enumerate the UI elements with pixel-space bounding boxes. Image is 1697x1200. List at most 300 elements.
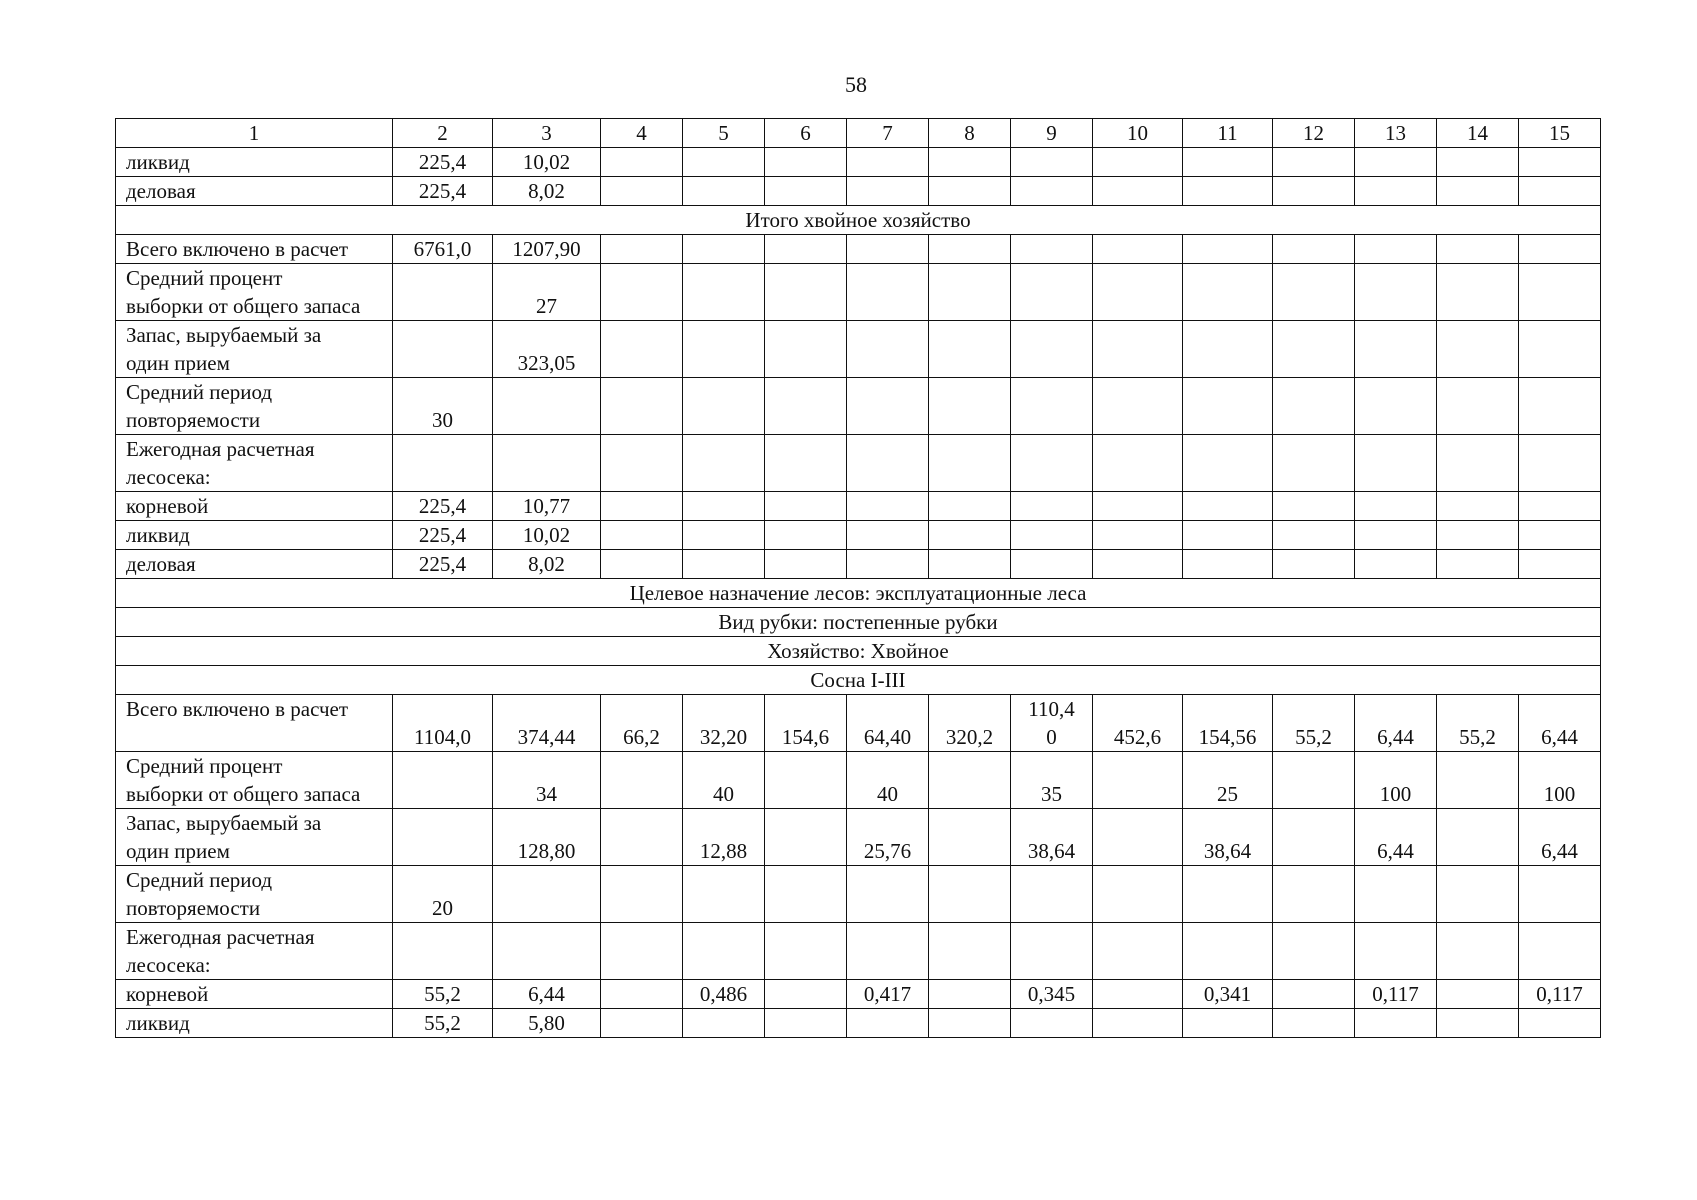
value-cell: [1183, 923, 1273, 980]
row-label-cell: [116, 923, 393, 980]
value-cell: 10,02: [493, 148, 601, 177]
value-cell: [601, 550, 683, 579]
value-cell: [929, 752, 1011, 809]
table-row: [116, 378, 1601, 435]
value-cell: [1273, 435, 1355, 492]
column-number-cell: 9: [1011, 119, 1093, 148]
value-cell: 10,77: [493, 492, 601, 521]
value-cell: 38,64: [1183, 809, 1273, 866]
row-label-cell: [116, 521, 393, 550]
value-cell: [1011, 148, 1093, 177]
value-cell: [929, 264, 1011, 321]
column-number-cell: 1: [116, 119, 393, 148]
row-label-line: лесосека:: [126, 953, 211, 977]
value-cell: [1519, 177, 1601, 206]
value-cell: [601, 378, 683, 435]
table-row: [116, 752, 1601, 809]
value-cell: [601, 435, 683, 492]
value-cell: [393, 264, 493, 321]
table-row: [116, 866, 1601, 923]
value-cell: [929, 866, 1011, 923]
row-label-line: ликвид: [126, 523, 190, 547]
value-cell: [683, 378, 765, 435]
value-cell: [1093, 264, 1183, 321]
value-cell: [1183, 378, 1273, 435]
value-cell: [1273, 1009, 1355, 1038]
value-cell: [1355, 866, 1437, 923]
value-cell: [929, 980, 1011, 1009]
value-cell: [1355, 521, 1437, 550]
value-cell: [1355, 923, 1437, 980]
value-cell: [1011, 695, 1093, 752]
value-cell: [493, 923, 601, 980]
table-row: [116, 809, 1601, 866]
table-row: [116, 695, 1601, 752]
row-label-line: Средний период: [126, 380, 273, 404]
row-label-cell: [116, 695, 393, 752]
value-cell: [1011, 177, 1093, 206]
column-number-cell: 2: [393, 119, 493, 148]
column-number-cell: 4: [601, 119, 683, 148]
value-cell: [765, 866, 847, 923]
value-cell: [1437, 980, 1519, 1009]
value-cell: 55,2: [393, 1009, 493, 1038]
value-cell: [601, 521, 683, 550]
value-cell: [1093, 321, 1183, 378]
table-row: [116, 177, 1601, 206]
row-label-line: Средний процент: [126, 266, 283, 290]
value-cell: [683, 1009, 765, 1038]
value-cell: [1273, 235, 1355, 264]
value-cell: [1011, 1009, 1093, 1038]
row-label-line: корневой: [126, 982, 209, 1006]
value-cell: 55,2: [1437, 695, 1519, 752]
section-heading: Вид рубки: постепенные рубки: [116, 608, 1601, 637]
value-cell: [765, 264, 847, 321]
value-cell: [1093, 235, 1183, 264]
value-cell: [1093, 752, 1183, 809]
value-cell: 10,02: [493, 521, 601, 550]
value-cell: [765, 1009, 847, 1038]
value-cell: [1183, 321, 1273, 378]
value-cell: 0,345: [1011, 980, 1093, 1009]
table-row: [116, 435, 1601, 492]
column-number-cell: 12: [1273, 119, 1355, 148]
value-cell: 128,80: [493, 809, 601, 866]
value-cell: [683, 492, 765, 521]
value-cell: [1093, 435, 1183, 492]
value-cell: [1437, 235, 1519, 264]
value-cell: [1183, 435, 1273, 492]
value-cell: [765, 809, 847, 866]
table-row: [116, 264, 1601, 321]
value-cell: 25,76: [847, 809, 929, 866]
value-cell: [1093, 1009, 1183, 1038]
value-cell: 35: [1011, 752, 1093, 809]
row-label-cell: [116, 550, 393, 579]
value-cell: [1437, 550, 1519, 579]
value-cell: [1437, 521, 1519, 550]
value-cell: [765, 177, 847, 206]
column-number-cell: 10: [1093, 119, 1183, 148]
value-cell: 6,44: [493, 980, 601, 1009]
row-label-line: один прием: [126, 839, 230, 863]
value-cell: [1093, 923, 1183, 980]
value-cell: [1437, 435, 1519, 492]
value-cell: 225,4: [393, 550, 493, 579]
table-row: [116, 492, 1601, 521]
value-cell: [1273, 378, 1355, 435]
value-cell: [1093, 177, 1183, 206]
row-label-cell: ликвид: [116, 148, 393, 177]
value-cell: [1093, 809, 1183, 866]
table-row: [116, 980, 1601, 1009]
value-cell: 27: [493, 264, 601, 321]
value-cell: [683, 923, 765, 980]
value-cell: [1093, 492, 1183, 521]
value-cell: [1093, 378, 1183, 435]
column-number-cell: 8: [929, 119, 1011, 148]
value-cell: [847, 148, 929, 177]
value-cell: [683, 235, 765, 264]
value-cell: [1355, 235, 1437, 264]
value-cell: [929, 177, 1011, 206]
value-cell: [1355, 264, 1437, 321]
value-cell: [1355, 321, 1437, 378]
value-cell: [601, 148, 683, 177]
value-cell: 225,4: [393, 148, 493, 177]
value-cell: [393, 923, 493, 980]
value-cell: [765, 980, 847, 1009]
value-cell: 154,56: [1183, 695, 1273, 752]
row-label-line: корневой: [126, 494, 209, 518]
value-cell: [1437, 809, 1519, 866]
value-cell: [847, 1009, 929, 1038]
value-cell: [1183, 148, 1273, 177]
value-cell: [1183, 866, 1273, 923]
value-cell: 30: [393, 378, 493, 435]
column-number-cell: 3: [493, 119, 601, 148]
value-cell: 8,02: [493, 177, 601, 206]
row-label-line: повторяемости: [126, 408, 261, 432]
row-label-line: Ежегодная расчетная: [126, 437, 315, 461]
value-cell: [1519, 235, 1601, 264]
value-cell: [1519, 866, 1601, 923]
value-cell: [847, 492, 929, 521]
value-cell: 0,486: [683, 980, 765, 1009]
value-cell: [393, 809, 493, 866]
page-number: 58: [845, 72, 867, 97]
row-label-cell: [116, 866, 393, 923]
value-cell: [1437, 1009, 1519, 1038]
value-cell: [601, 321, 683, 378]
value-cell: [601, 1009, 683, 1038]
value-cell: [1355, 435, 1437, 492]
value-cell: [1183, 264, 1273, 321]
table-row: [116, 321, 1601, 378]
value-cell: [601, 752, 683, 809]
row-label-cell: [116, 378, 393, 435]
value-cell: [929, 435, 1011, 492]
value-cell: [1519, 435, 1601, 492]
value-cell: [847, 521, 929, 550]
value-cell: [1273, 980, 1355, 1009]
row-label-line: выборки от общего запаса: [126, 782, 361, 806]
value-cell: [1273, 148, 1355, 177]
value-cell: [683, 866, 765, 923]
value-cell: [683, 148, 765, 177]
value-cell: 5,80: [493, 1009, 601, 1038]
value-cell: [1355, 148, 1437, 177]
column-number-cell: 14: [1437, 119, 1519, 148]
table-row: [116, 1009, 1601, 1038]
value-cell: [1273, 550, 1355, 579]
section-heading: Целевое назначение лесов: эксплуатационные леса: [116, 579, 1601, 608]
value-line: 0: [1046, 725, 1057, 749]
value-cell: [765, 435, 847, 492]
value-cell: 1207,90: [493, 235, 601, 264]
value-cell: [929, 1009, 1011, 1038]
table-row: [116, 235, 1601, 264]
value-cell: [847, 321, 929, 378]
row-label-cell: [116, 809, 393, 866]
value-cell: 225,4: [393, 492, 493, 521]
value-cell: [1519, 378, 1601, 435]
value-cell: [601, 923, 683, 980]
value-cell: [1519, 321, 1601, 378]
row-label-cell: [116, 235, 393, 264]
value-cell: [1093, 521, 1183, 550]
value-cell: [1011, 264, 1093, 321]
value-cell: [765, 378, 847, 435]
section-heading-row: [116, 579, 1601, 608]
value-cell: [683, 521, 765, 550]
row-label-cell: [116, 752, 393, 809]
column-number-cell: 7: [847, 119, 929, 148]
value-cell: [929, 235, 1011, 264]
value-cell: [601, 264, 683, 321]
value-cell: [1519, 264, 1601, 321]
value-cell: [1011, 866, 1093, 923]
value-cell: [847, 378, 929, 435]
value-cell: [601, 177, 683, 206]
table-row: [116, 923, 1601, 980]
value-cell: [1519, 521, 1601, 550]
value-cell: 25: [1183, 752, 1273, 809]
row-label-cell: [116, 492, 393, 521]
value-cell: [1437, 492, 1519, 521]
value-cell: [1355, 550, 1437, 579]
value-cell: [1437, 264, 1519, 321]
value-cell: [683, 321, 765, 378]
value-cell: 100: [1355, 752, 1437, 809]
value-cell: [1519, 1009, 1601, 1038]
value-cell: [493, 378, 601, 435]
value-cell: [1437, 148, 1519, 177]
value-cell: [765, 923, 847, 980]
value-cell: [765, 235, 847, 264]
value-cell: [601, 809, 683, 866]
value-cell: 320,2: [929, 695, 1011, 752]
value-cell: [1011, 923, 1093, 980]
value-cell: [601, 980, 683, 1009]
value-cell: [1437, 923, 1519, 980]
value-cell: 6,44: [1519, 809, 1601, 866]
value-cell: [847, 235, 929, 264]
value-cell: 225,4: [393, 521, 493, 550]
value-cell: 20: [393, 866, 493, 923]
value-cell: 32,20: [683, 695, 765, 752]
value-cell: [683, 177, 765, 206]
value-cell: 55,2: [1273, 695, 1355, 752]
row-label-line: Средний процент: [126, 754, 283, 778]
value-cell: 0,341: [1183, 980, 1273, 1009]
value-cell: [1273, 492, 1355, 521]
value-cell: [929, 321, 1011, 378]
row-label-line: деловая: [126, 552, 196, 576]
value-cell: 6,44: [1355, 695, 1437, 752]
value-cell: [1273, 752, 1355, 809]
value-cell: [1011, 521, 1093, 550]
value-cell: [765, 752, 847, 809]
value-cell: [765, 148, 847, 177]
value-cell: 40: [683, 752, 765, 809]
row-label-line: Всего включено в расчет: [126, 697, 349, 721]
value-cell: [1273, 923, 1355, 980]
value-cell: [393, 752, 493, 809]
value-cell: [1093, 866, 1183, 923]
value-cell: [1273, 521, 1355, 550]
table-row: [116, 148, 1601, 177]
value-cell: [929, 923, 1011, 980]
value-cell: [1183, 550, 1273, 579]
value-cell: [765, 521, 847, 550]
value-cell: [1273, 866, 1355, 923]
value-cell: [847, 177, 929, 206]
value-cell: [1437, 752, 1519, 809]
value-cell: 12,88: [683, 809, 765, 866]
value-cell: 40: [847, 752, 929, 809]
value-cell: [1273, 177, 1355, 206]
column-number-cell: 15: [1519, 119, 1601, 148]
value-cell: [493, 866, 601, 923]
value-cell: [1011, 492, 1093, 521]
row-label-line: лесосека:: [126, 465, 211, 489]
value-cell: [683, 264, 765, 321]
value-cell: [847, 264, 929, 321]
value-cell: [1011, 435, 1093, 492]
value-cell: 55,2: [393, 980, 493, 1009]
value-cell: 38,64: [1011, 809, 1093, 866]
column-number-cell: 5: [683, 119, 765, 148]
value-cell: 100: [1519, 752, 1601, 809]
value-cell: 64,40: [847, 695, 929, 752]
value-cell: [1519, 923, 1601, 980]
value-cell: [1273, 809, 1355, 866]
value-cell: [929, 521, 1011, 550]
value-cell: [929, 148, 1011, 177]
row-label-line: один прием: [126, 351, 230, 375]
value-cell: 6,44: [1355, 809, 1437, 866]
row-label-line: повторяемости: [126, 896, 261, 920]
value-cell: [1437, 321, 1519, 378]
table-row: [116, 550, 1601, 579]
table-row: [116, 521, 1601, 550]
value-cell: [847, 866, 929, 923]
value-cell: [1355, 177, 1437, 206]
column-number-cell: 13: [1355, 119, 1437, 148]
value-cell: [1011, 378, 1093, 435]
value-cell: 6761,0: [393, 235, 493, 264]
row-label-line: ликвид: [126, 1011, 190, 1035]
row-label-line: Всего включено в расчет: [126, 237, 349, 261]
section-heading-row: [116, 608, 1601, 637]
value-cell: [1183, 235, 1273, 264]
value-cell: [1519, 148, 1601, 177]
row-label-cell: [116, 435, 393, 492]
value-cell: [1183, 177, 1273, 206]
value-cell: [1011, 550, 1093, 579]
value-line: 110,4: [1028, 697, 1075, 721]
row-label-line: Запас, вырубаемый за: [126, 323, 322, 347]
section-heading: Сосна I-III: [116, 666, 1601, 695]
value-cell: [601, 866, 683, 923]
value-cell: [601, 235, 683, 264]
value-cell: 154,6: [765, 695, 847, 752]
section-heading-row: [116, 206, 1601, 235]
value-cell: [929, 492, 1011, 521]
section-heading-row: [116, 637, 1601, 666]
value-cell: 323,05: [493, 321, 601, 378]
value-cell: [1355, 492, 1437, 521]
value-cell: [929, 378, 1011, 435]
value-cell: 374,44: [493, 695, 601, 752]
section-heading: Итого хвойное хозяйство: [116, 206, 1601, 235]
row-label-cell: [116, 980, 393, 1009]
value-cell: 225,4: [393, 177, 493, 206]
value-cell: 1104,0: [393, 695, 493, 752]
value-cell: [1355, 378, 1437, 435]
value-cell: 6,44: [1519, 695, 1601, 752]
row-label-cell: [116, 1009, 393, 1038]
section-heading-row: [116, 666, 1601, 695]
section-heading: Хозяйство: Хвойное: [116, 637, 1601, 666]
value-cell: [1183, 492, 1273, 521]
row-label-cell: деловая: [116, 177, 393, 206]
value-cell: 66,2: [601, 695, 683, 752]
value-cell: [1183, 1009, 1273, 1038]
row-label-line: Ежегодная расчетная: [126, 925, 315, 949]
value-cell: [1273, 321, 1355, 378]
value-cell: [1183, 521, 1273, 550]
value-cell: [847, 923, 929, 980]
value-cell: [683, 435, 765, 492]
value-cell: 0,117: [1519, 980, 1601, 1009]
value-cell: [765, 550, 847, 579]
value-cell: [601, 492, 683, 521]
value-cell: [929, 809, 1011, 866]
value-cell: [1011, 321, 1093, 378]
value-cell: [765, 321, 847, 378]
value-cell: [1093, 550, 1183, 579]
value-cell: [1093, 148, 1183, 177]
value-cell: [1519, 550, 1601, 579]
value-cell: [1437, 177, 1519, 206]
value-cell: [1093, 980, 1183, 1009]
value-cell: 34: [493, 752, 601, 809]
table-header-row: [116, 119, 1601, 148]
value-cell: [765, 492, 847, 521]
